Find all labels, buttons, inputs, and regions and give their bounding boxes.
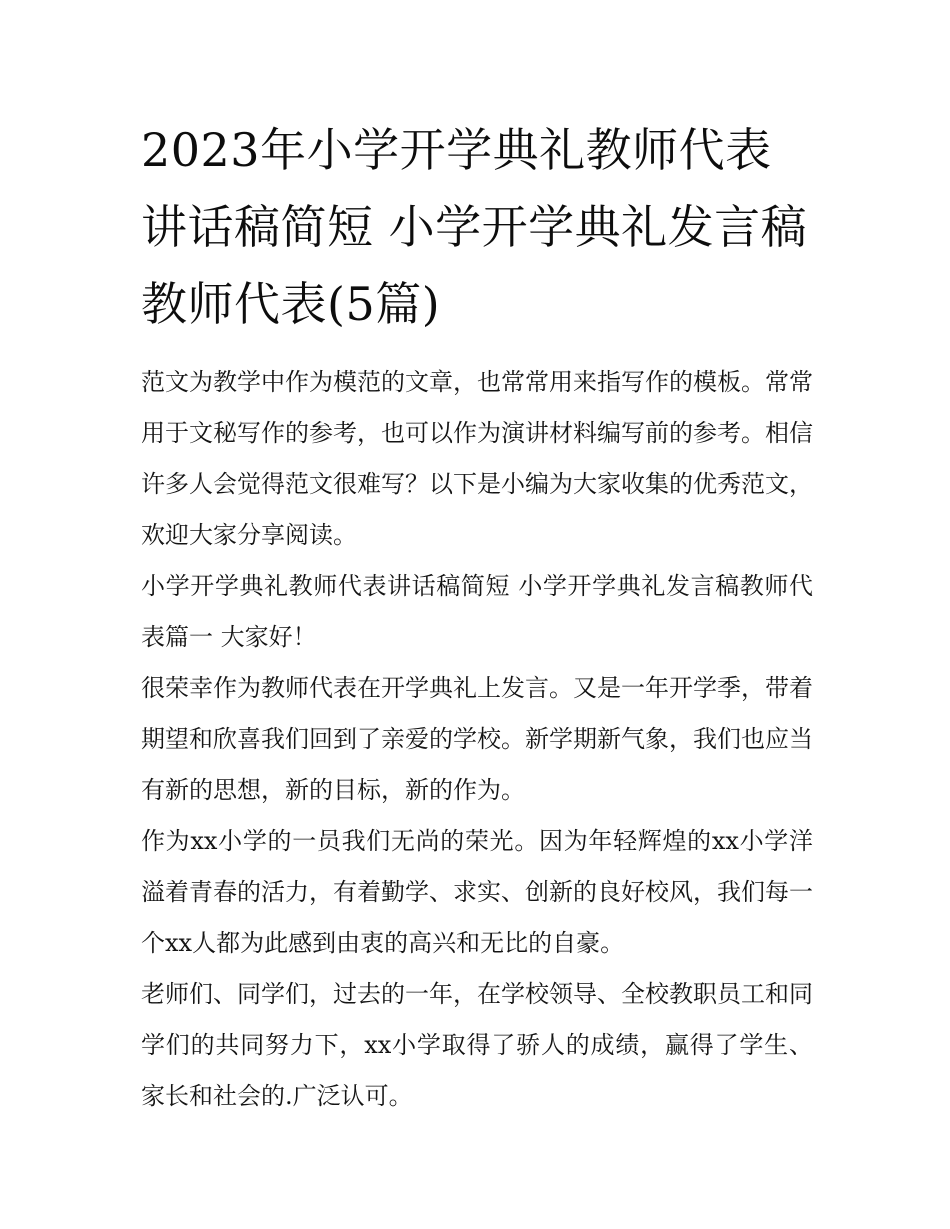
paragraph-section-heading: 小学开学典礼教师代表讲话稿简短 小学开学典礼发言稿教师代表篇一 大家好！: [141, 572, 813, 651]
paragraph-4: 老师们、同学们，过去的一年，在学校领导、全校教职员工和同学们的共同努力下，xx小学取得了骄人的成绩，赢得了学生、家长和社会的.广泛认可。: [141, 980, 813, 1110]
paragraph-3: 作为xx小学的一员我们无尚的荣光。因为年轻辉煌的xx小学洋溢着青春的活力，有着勤学、求实、创新的良好校风，我们每一个xx人都为此感到由衷的高兴和无比的自豪。: [141, 827, 813, 957]
paragraph-2: 很荣幸作为教师代表在开学典礼上发言。又是一年开学季，带着期望和欣喜我们回到了亲爱的学校。新学期新气象，我们也应当有新的思想，新的目标，新的作为。: [141, 674, 813, 804]
document-body: [141, 112, 813, 1122]
document-title: 2023年小学开学典礼教师代表讲话稿简短 小学开学典礼发言稿教师代表(5篇): [141, 123, 808, 331]
paragraph-intro: 范文为教学中作为模范的文章，也常常用来指写作的模板。常常用于文秘写作的参考，也可以作为演讲材料编写前的参考。相信许多人会觉得范文很难写？以下是小编为大家收集的优秀范文，欢迎大家分享阅读。: [141, 368, 813, 549]
